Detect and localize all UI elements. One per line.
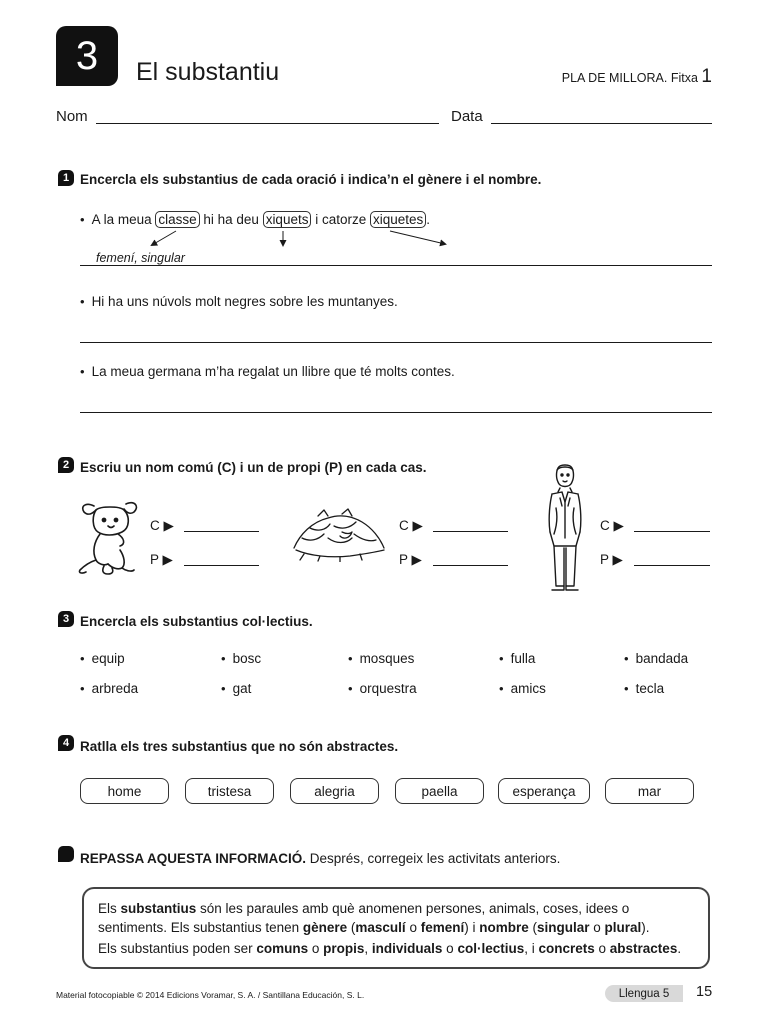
exercise-2-badge: 2 — [58, 457, 74, 473]
word-item[interactable]: • bandada — [624, 651, 689, 666]
name-label: Nom — [56, 108, 88, 125]
sentence-part: A la meua — [91, 212, 156, 227]
common-noun-field-3[interactable] — [634, 531, 710, 532]
common-noun-row-2 — [399, 518, 423, 534]
common-noun-row-3 — [600, 518, 624, 534]
word-box[interactable]: alegria — [290, 778, 379, 804]
common-label: C — [150, 518, 160, 533]
sentence-part: hi ha deu — [199, 212, 263, 227]
word-item[interactable]: • mosques — [348, 651, 415, 666]
proper-label: P — [399, 552, 408, 567]
answer-line-1[interactable] — [80, 265, 712, 266]
triangle-right-icon: ▶ — [163, 518, 174, 533]
proper-noun-row-1 — [150, 552, 173, 568]
exercise-1-sentence-3 — [80, 364, 455, 379]
bird-illustration — [290, 508, 386, 562]
proper-label: P — [600, 552, 609, 567]
triangle-right-icon: ▶ — [412, 518, 423, 533]
sentence-text: Hi ha uns núvols molt negres sobre les muntanyes. — [91, 294, 398, 309]
review-text: Després, corregeix les activitats anteriors. — [306, 851, 561, 866]
exercise-4-instruction: Ratlla els tres substantius que no són abstractes. — [80, 739, 399, 754]
arrow-classe — [152, 231, 176, 245]
man-illustration — [542, 462, 588, 598]
plan-label — [562, 66, 712, 88]
date-label: Data — [451, 108, 483, 125]
word-item[interactable]: • fulla — [499, 651, 536, 666]
common-label: C — [600, 518, 610, 533]
bullet: • — [80, 212, 85, 227]
common-noun-field-2[interactable] — [433, 531, 508, 532]
proper-noun-field-3[interactable] — [634, 565, 710, 566]
proper-noun-row-2 — [399, 552, 422, 568]
circled-noun-xiquetes: xiquetes — [370, 211, 426, 228]
plan-label-text: PLA DE MILLORA. Fitxa — [561, 71, 698, 85]
proper-label: P — [150, 552, 159, 567]
word-item[interactable]: • equip — [80, 651, 125, 666]
bullet: • — [80, 294, 85, 309]
book-tab: Llengua 5 — [605, 985, 683, 1002]
circled-noun-classe: classe — [155, 211, 199, 228]
exercise-3-badge: 3 — [58, 611, 74, 627]
exercise-4-badge: 4 — [58, 735, 74, 751]
answer-arrows — [140, 228, 460, 250]
triangle-right-icon: ▶ — [162, 552, 173, 567]
review-instruction — [80, 851, 560, 866]
proper-noun-field-2[interactable] — [433, 565, 508, 566]
word-box[interactable]: esperança — [498, 778, 590, 804]
info-box — [82, 887, 710, 969]
word-item[interactable]: • tecla — [624, 681, 665, 696]
bullet: • — [80, 364, 85, 379]
sample-answer: femení, singular — [96, 251, 185, 265]
exercise-1-instruction: Encercla els substantius de cada oració i indica’n el gènere i el nombre. — [80, 172, 542, 187]
copyright-notice: Material fotocopiable © 2014 Edicions Voramar, S. A. / Santillana Educación, S. L. — [56, 990, 365, 1000]
proper-noun-field-1[interactable] — [184, 565, 259, 566]
name-field[interactable] — [96, 123, 439, 124]
exercise-1-sentence-2 — [80, 294, 398, 309]
word-item[interactable]: • arbreda — [80, 681, 139, 696]
word-box[interactable]: home — [80, 778, 169, 804]
word-box[interactable]: tristesa — [185, 778, 274, 804]
triangle-right-icon: ▶ — [612, 552, 623, 567]
word-item[interactable]: • amics — [499, 681, 546, 696]
word-box[interactable]: mar — [605, 778, 694, 804]
page-title: El substantiu — [136, 58, 280, 86]
plan-number: 1 — [701, 66, 712, 87]
exercise-1-badge: 1 — [58, 170, 74, 186]
exercise-1-sentence-1 — [80, 212, 430, 227]
answer-line-2[interactable] — [80, 342, 712, 343]
common-noun-row-1 — [150, 518, 174, 534]
common-noun-field-1[interactable] — [184, 531, 259, 532]
exercise-2-instruction: Escriu un nom comú (C) i un de propi (P) en cada cas. — [80, 460, 427, 475]
exercise-3-instruction: Encercla els substantius col·lectius. — [80, 614, 313, 629]
sentence-text: La meua germana m’ha regalat un llibre que té molts contes. — [91, 364, 455, 379]
info-paragraph-2: Els substantius poden ser comuns o propis, individuals o col·lectius, i concrets o abstractes. — [98, 941, 682, 956]
unit-number-badge: 3 — [56, 26, 118, 86]
page-number: 15 — [696, 984, 713, 1000]
answer-line-3[interactable] — [80, 412, 712, 413]
review-label: REPASSA AQUESTA INFORMACIÓ. — [80, 851, 307, 866]
arrow-xiquetes — [390, 231, 445, 244]
date-field[interactable] — [491, 123, 712, 124]
word-box[interactable]: paella — [395, 778, 484, 804]
word-item[interactable]: • orquestra — [348, 681, 417, 696]
dog-illustration — [74, 498, 144, 578]
word-item[interactable]: • gat — [221, 681, 252, 696]
sentence-part: . — [426, 212, 431, 227]
triangle-right-icon: ▶ — [411, 552, 422, 567]
sentence-part: i catorze — [311, 212, 370, 227]
review-badge — [58, 846, 74, 862]
proper-noun-row-3 — [600, 552, 623, 568]
circled-noun-xiquets: xiquets — [263, 211, 312, 228]
info-paragraph-1: Els substantius són les paraules amb què anomenen persones, animals, coses, idees o sentiments. Els substantius tenen gènere (masculí o femení) i nombre (singular o plural). — [98, 901, 650, 935]
triangle-right-icon: ▶ — [613, 518, 624, 533]
word-item[interactable]: • bosc — [221, 651, 262, 666]
common-label: C — [399, 518, 409, 533]
